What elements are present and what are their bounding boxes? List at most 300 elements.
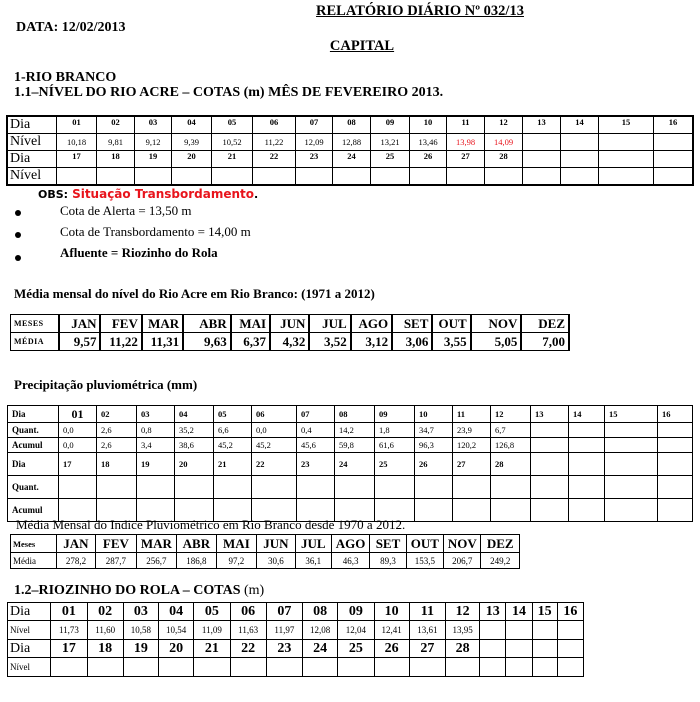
table-cell: 13,21 <box>371 134 410 151</box>
table-cell: 01 <box>59 406 97 423</box>
table-cell: 11,22 <box>253 134 296 151</box>
table-cell: 45,2 <box>252 438 297 453</box>
table-cell: 12 <box>445 603 479 621</box>
table-cell: 0,0 <box>59 438 97 453</box>
table-cell: 27 <box>453 453 491 476</box>
table-cell <box>230 658 266 677</box>
table-cell <box>445 658 479 677</box>
table-cell: 07 <box>296 117 333 134</box>
table-cell <box>523 134 561 151</box>
table-cell: 09 <box>371 117 410 134</box>
row-label: Dia <box>8 603 51 621</box>
table-cell <box>87 658 123 677</box>
table-cell <box>415 499 453 522</box>
table-cell: 12,08 <box>303 621 338 640</box>
table-cell <box>303 658 338 677</box>
tributary: Afluente = Riozinho do Rola <box>60 245 218 260</box>
table-cell: 06 <box>253 117 296 134</box>
table-cell <box>654 134 693 151</box>
table-cell <box>605 438 658 453</box>
row-label: Dia <box>8 453 59 476</box>
row-label: Acumul <box>8 438 59 453</box>
table-cell: JUL <box>309 315 350 333</box>
table-cell <box>335 476 375 499</box>
level-table-heading: 1.1–NÍVEL DO RIO ACRE – COTAS (m) MÊS DE FEVEREIRO 2013. <box>14 85 444 100</box>
table-cell <box>212 168 253 185</box>
table-cell <box>333 168 371 185</box>
table-cell: 96,3 <box>415 438 453 453</box>
table-cell: 26 <box>410 151 447 168</box>
riozinho-level-table <box>7 602 584 677</box>
table-cell <box>410 168 447 185</box>
table-cell: 9,39 <box>172 134 212 151</box>
table-cell: 22 <box>252 453 297 476</box>
table-cell: 05 <box>214 406 252 423</box>
table-cell: 59,8 <box>335 438 375 453</box>
table-cell: 21 <box>212 151 253 168</box>
row-label: MESES <box>11 315 60 333</box>
table-cell: SET <box>370 535 406 553</box>
table-cell: 14 <box>561 117 599 134</box>
row-label: Dia <box>8 640 51 658</box>
table-cell <box>605 423 658 438</box>
table-cell: 10,54 <box>159 621 194 640</box>
table-cell: 6,7 <box>491 423 531 438</box>
table-cell: 9,12 <box>135 134 172 151</box>
section-title: CAPITAL <box>329 38 395 54</box>
riozinho-heading: 1.2–RIOZINHO DO ROLA – COTAS (m) <box>14 583 265 598</box>
report-date: DATA: 12/02/2013 <box>16 20 126 35</box>
table-cell <box>194 658 230 677</box>
table-cell <box>374 658 409 677</box>
table-cell: 15 <box>605 406 658 423</box>
table-cell: 38,6 <box>175 438 214 453</box>
table-cell: 206,7 <box>444 553 481 569</box>
table-cell: 01 <box>57 117 97 134</box>
table-cell <box>297 476 335 499</box>
table-cell <box>605 499 658 522</box>
monthly-avg-title: Média mensal do nível do Rio Acre em Rio Branco: (1971 a 2012) <box>14 286 375 301</box>
table-cell: ABR <box>177 535 216 553</box>
months-row <box>11 315 570 333</box>
table-cell: 15 <box>599 117 654 134</box>
table-cell: 249,2 <box>481 553 520 569</box>
table-cell <box>605 476 658 499</box>
table-cell: 20 <box>159 640 194 658</box>
day-row <box>8 603 584 621</box>
table-cell: 89,3 <box>370 553 406 569</box>
table-cell: 3,12 <box>351 333 392 351</box>
row-label: Dia <box>8 117 57 134</box>
table-cell: 14,09 <box>485 134 523 151</box>
table-cell <box>253 168 296 185</box>
row-label: Nível <box>8 168 57 185</box>
table-cell: ABR <box>183 315 231 333</box>
rio-acre-level-table <box>7 116 693 185</box>
table-cell: 10,52 <box>212 134 253 151</box>
table-cell <box>175 476 214 499</box>
table-cell <box>531 476 569 499</box>
table-cell: 25 <box>338 640 374 658</box>
table-cell: 24 <box>335 453 375 476</box>
table-cell: 10 <box>415 406 453 423</box>
obs-label: OBS: <box>38 188 69 201</box>
accumulated-row <box>8 438 693 453</box>
table-cell <box>453 499 491 522</box>
table-cell: 0,0 <box>252 423 297 438</box>
day-row <box>8 406 693 423</box>
table-cell: 18 <box>97 151 135 168</box>
table-cell: 30,6 <box>257 553 295 569</box>
table-cell: AGO <box>331 535 369 553</box>
table-cell <box>480 640 506 658</box>
table-cell: 9,63 <box>183 333 231 351</box>
table-cell: 12 <box>491 406 531 423</box>
table-cell <box>123 658 158 677</box>
table-cell <box>569 499 605 522</box>
table-cell: 05 <box>194 603 230 621</box>
table-cell: 20 <box>172 151 212 168</box>
table-cell: 13,95 <box>445 621 479 640</box>
table-cell <box>523 168 561 185</box>
table-cell: 11,09 <box>194 621 230 640</box>
table-cell: 23 <box>266 640 302 658</box>
table-cell: 01 <box>51 603 87 621</box>
table-cell: 6,6 <box>214 423 252 438</box>
table-cell <box>57 168 97 185</box>
table-cell: 6,37 <box>231 333 270 351</box>
table-cell <box>172 168 212 185</box>
table-cell: NOV <box>444 535 481 553</box>
level-row <box>8 658 584 677</box>
table-cell: 27 <box>409 640 445 658</box>
table-cell: 35,2 <box>175 423 214 438</box>
table-cell: 45,2 <box>214 438 252 453</box>
table-cell <box>485 168 523 185</box>
table-cell: 21 <box>214 453 252 476</box>
table-cell: 02 <box>97 406 137 423</box>
report-title: RELATÓRIO DIÁRIO Nº 032/13 <box>316 3 524 19</box>
quantity-row <box>8 476 693 499</box>
table-cell <box>658 423 693 438</box>
table-cell: 10 <box>374 603 409 621</box>
table-cell: 11 <box>453 406 491 423</box>
table-cell: 17 <box>57 151 97 168</box>
table-cell: 09 <box>338 603 374 621</box>
table-cell <box>214 476 252 499</box>
table-cell: 19 <box>137 453 175 476</box>
table-cell: 9,57 <box>59 333 100 351</box>
table-cell: 3,55 <box>432 333 470 351</box>
table-cell <box>480 658 506 677</box>
table-cell: 0,4 <box>297 423 335 438</box>
table-cell: 4,32 <box>270 333 309 351</box>
table-cell: 120,2 <box>453 438 491 453</box>
day-row <box>8 453 693 476</box>
table-cell <box>531 453 569 476</box>
table-cell: 07 <box>266 603 302 621</box>
table-cell: 11 <box>409 603 445 621</box>
table-cell: JUN <box>257 535 295 553</box>
table-cell <box>599 151 654 168</box>
precipitation-table <box>7 405 693 522</box>
row-label: Nível <box>8 621 51 640</box>
table-cell <box>561 134 599 151</box>
table-cell: 126,8 <box>491 438 531 453</box>
table-cell <box>506 621 532 640</box>
table-cell: 46,3 <box>331 553 369 569</box>
day-row <box>8 151 693 168</box>
row-label: MÉDIA <box>11 333 60 351</box>
table-cell <box>658 438 693 453</box>
table-cell: 09 <box>375 406 415 423</box>
table-cell: 03 <box>123 603 158 621</box>
table-cell: 3,06 <box>392 333 432 351</box>
table-cell: FEV <box>96 535 137 553</box>
table-cell <box>658 453 693 476</box>
table-cell: 2,6 <box>97 423 137 438</box>
table-cell: JUN <box>270 315 309 333</box>
table-cell: OUT <box>432 315 470 333</box>
table-cell: AGO <box>351 315 392 333</box>
table-cell: 15 <box>532 603 557 621</box>
table-cell <box>491 476 531 499</box>
table-cell: 61,6 <box>375 438 415 453</box>
table-cell: 02 <box>87 603 123 621</box>
table-cell: 287,7 <box>96 553 137 569</box>
row-label: Dia <box>8 406 59 423</box>
table-cell: 12,04 <box>338 621 374 640</box>
day-row <box>8 640 584 658</box>
table-cell: 3,4 <box>137 438 175 453</box>
table-cell <box>605 453 658 476</box>
table-cell: 16 <box>557 603 583 621</box>
quantity-row <box>8 423 693 438</box>
table-cell <box>375 476 415 499</box>
table-cell <box>599 168 654 185</box>
table-cell: 11,73 <box>51 621 87 640</box>
table-cell <box>491 499 531 522</box>
row-label: Quant. <box>8 476 59 499</box>
table-cell <box>252 476 297 499</box>
table-cell: MAR <box>136 535 177 553</box>
table-cell: 9,81 <box>97 134 135 151</box>
table-cell: 1,8 <box>375 423 415 438</box>
table-cell <box>561 168 599 185</box>
table-cell <box>97 168 135 185</box>
level-row <box>8 168 693 185</box>
table-cell: 04 <box>172 117 212 134</box>
table-cell <box>506 640 532 658</box>
table-cell <box>557 640 583 658</box>
table-cell: FEV <box>100 315 141 333</box>
table-cell <box>51 658 87 677</box>
table-cell: 36,1 <box>295 553 331 569</box>
table-cell: 26 <box>374 640 409 658</box>
table-cell: 11,97 <box>266 621 302 640</box>
table-cell <box>569 476 605 499</box>
table-cell: 12,41 <box>374 621 409 640</box>
table-cell: 11 <box>447 117 485 134</box>
table-cell: 2,6 <box>97 438 137 453</box>
row-label: Nível <box>8 134 57 151</box>
table-cell: 25 <box>371 151 410 168</box>
table-cell: 0,0 <box>59 423 97 438</box>
table-cell: MAR <box>142 315 183 333</box>
table-cell: 14 <box>569 406 605 423</box>
city-heading: 1-RIO BRANCO <box>14 70 117 85</box>
table-cell: 20 <box>175 453 214 476</box>
table-cell <box>569 453 605 476</box>
average-row <box>11 333 570 351</box>
table-cell <box>453 476 491 499</box>
table-cell: 3,52 <box>309 333 350 351</box>
day-row <box>8 117 693 134</box>
table-cell: 11,22 <box>100 333 141 351</box>
table-cell <box>557 621 583 640</box>
table-cell <box>159 658 194 677</box>
table-cell <box>531 438 569 453</box>
precipitation-title: Precipitação pluviométrica (mm) <box>14 377 198 392</box>
table-cell: 22 <box>253 151 296 168</box>
table-cell: 10 <box>410 117 447 134</box>
table-cell: 21 <box>194 640 230 658</box>
table-cell <box>506 658 532 677</box>
table-cell: 12,88 <box>333 134 371 151</box>
table-cell <box>569 438 605 453</box>
table-cell: 25 <box>375 453 415 476</box>
table-cell: 04 <box>159 603 194 621</box>
table-cell: 02 <box>97 117 135 134</box>
table-cell: 28 <box>491 453 531 476</box>
table-cell: 19 <box>135 151 172 168</box>
table-cell <box>532 640 557 658</box>
table-cell: 5,05 <box>471 333 522 351</box>
table-cell: 08 <box>335 406 375 423</box>
row-label: Média <box>11 553 57 569</box>
table-cell <box>480 621 506 640</box>
table-cell: 11,31 <box>142 333 183 351</box>
table-cell: 13 <box>523 117 561 134</box>
months-row <box>11 535 520 553</box>
table-cell <box>561 151 599 168</box>
table-cell: DEZ <box>481 535 520 553</box>
table-cell: 7,00 <box>521 333 569 351</box>
table-cell: 23,9 <box>453 423 491 438</box>
table-cell: 24 <box>303 640 338 658</box>
table-cell <box>569 423 605 438</box>
table-cell <box>266 658 302 677</box>
table-cell: 19 <box>123 640 158 658</box>
table-cell: 13 <box>531 406 569 423</box>
table-cell: 26 <box>415 453 453 476</box>
monthly-rain-index-table <box>10 534 520 569</box>
table-cell <box>658 499 693 522</box>
table-cell: 28 <box>445 640 479 658</box>
table-cell <box>599 134 654 151</box>
table-cell: 11,63 <box>230 621 266 640</box>
table-cell <box>137 476 175 499</box>
table-cell: DEZ <box>521 315 569 333</box>
table-cell <box>532 621 557 640</box>
table-cell: 13,46 <box>410 134 447 151</box>
table-cell: 12 <box>485 117 523 134</box>
table-cell <box>654 168 693 185</box>
table-cell: 153,5 <box>406 553 443 569</box>
table-cell: 23 <box>296 151 333 168</box>
table-cell: 24 <box>333 151 371 168</box>
table-cell: JAN <box>59 315 100 333</box>
table-cell: 13,61 <box>409 621 445 640</box>
table-cell <box>523 151 561 168</box>
table-cell: JUL <box>295 535 331 553</box>
table-cell: 03 <box>137 406 175 423</box>
level-row <box>8 621 584 640</box>
monthly-average-level-table <box>10 314 570 351</box>
rain-index-title: Média Mensal do Indice Pluviométrico em Rio Branco desde 1970 a 2012. <box>16 517 406 532</box>
table-cell: 28 <box>485 151 523 168</box>
table-cell <box>371 168 410 185</box>
row-label: Meses <box>11 535 57 553</box>
table-cell: 16 <box>658 406 693 423</box>
observation: OBS: Situação Transbordamento. <box>38 187 259 201</box>
table-cell <box>415 476 453 499</box>
table-cell: 186,8 <box>177 553 216 569</box>
table-cell: 0,8 <box>137 423 175 438</box>
table-cell: 22 <box>230 640 266 658</box>
table-cell: 06 <box>252 406 297 423</box>
table-cell: 11,60 <box>87 621 123 640</box>
table-cell: 23 <box>297 453 335 476</box>
table-cell <box>447 168 485 185</box>
table-cell <box>296 168 333 185</box>
table-cell <box>557 658 583 677</box>
table-cell <box>658 476 693 499</box>
table-cell: 10,18 <box>57 134 97 151</box>
table-cell <box>338 658 374 677</box>
level-row <box>8 134 693 151</box>
table-cell: MAI <box>231 315 270 333</box>
table-cell <box>97 476 137 499</box>
table-cell: 17 <box>59 453 97 476</box>
row-label: Dia <box>8 151 57 168</box>
table-cell: 17 <box>51 640 87 658</box>
table-cell: MAI <box>216 535 257 553</box>
table-cell: 14 <box>506 603 532 621</box>
table-cell: 10,58 <box>123 621 158 640</box>
table-cell: 03 <box>135 117 172 134</box>
table-cell: 08 <box>333 117 371 134</box>
table-cell <box>532 658 557 677</box>
table-cell: OUT <box>406 535 443 553</box>
table-cell: 04 <box>175 406 214 423</box>
table-cell: 05 <box>212 117 253 134</box>
table-cell: 18 <box>87 640 123 658</box>
table-cell <box>531 423 569 438</box>
table-cell: 13 <box>480 603 506 621</box>
table-cell <box>409 658 445 677</box>
table-cell: 16 <box>654 117 693 134</box>
table-cell: 13,98 <box>447 134 485 151</box>
row-label: Nível <box>8 658 51 677</box>
row-label: Acumul <box>8 499 59 522</box>
table-cell <box>135 168 172 185</box>
table-cell: 256,7 <box>136 553 177 569</box>
bullet-icon <box>15 255 21 261</box>
table-cell: 27 <box>447 151 485 168</box>
obs-status: Situação Transbordamento <box>72 187 255 201</box>
table-cell: 06 <box>230 603 266 621</box>
